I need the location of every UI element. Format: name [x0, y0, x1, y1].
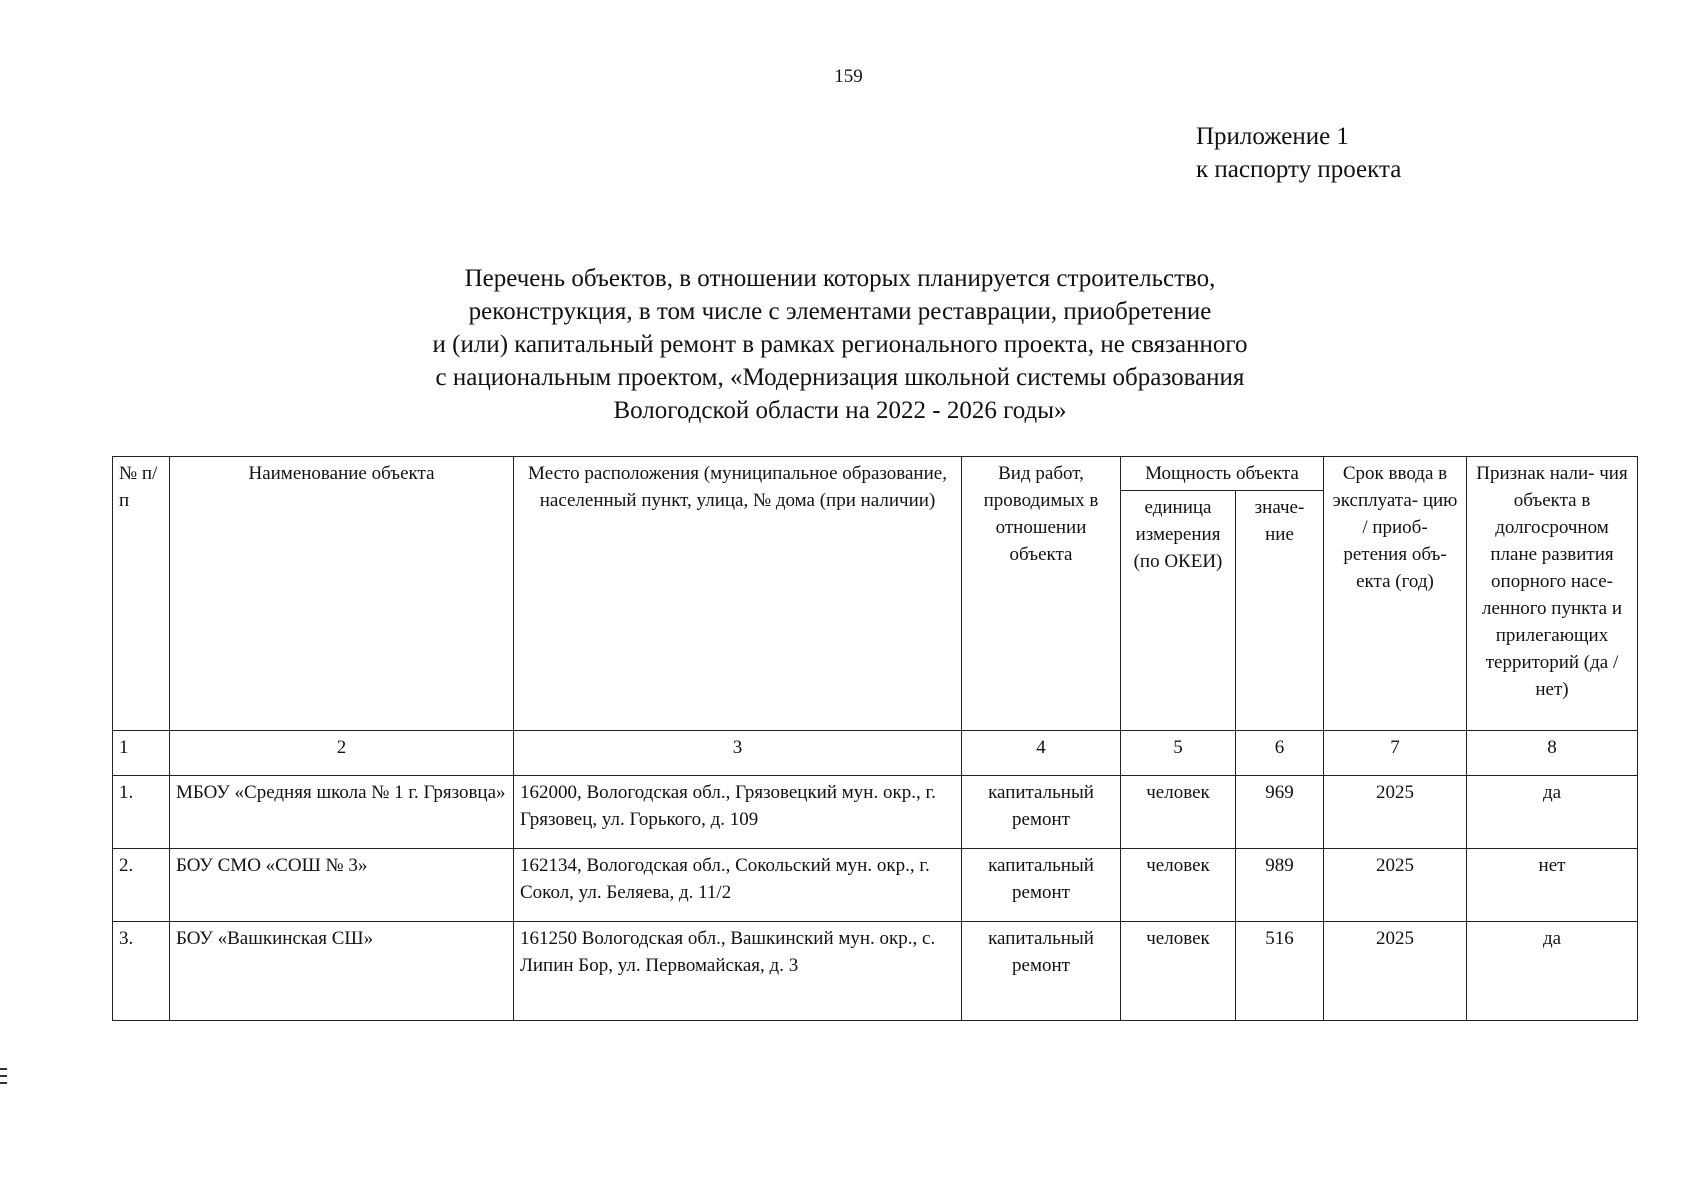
row-location: 162134, Вологодская обл., Сокольский мун. окр., г. Сокол, ул. Беляева, д. 11/2 — [514, 849, 962, 922]
document-title — [340, 262, 1340, 427]
appendix-line-2: к паспорту проекта — [1196, 156, 1402, 183]
row-unit: человек — [1121, 776, 1236, 849]
row-value: 516 — [1236, 922, 1324, 1021]
row-name: БОУ «Вашкинская СШ» — [170, 922, 514, 1021]
row-longterm: да — [1467, 922, 1638, 1021]
title-line-2: реконструкция, в том числе с элементами реставрации, приобретение — [468, 298, 1212, 325]
column-number: 2 — [170, 731, 514, 776]
row-location: 162000, Вологодская обл., Грязовецкий мун. окр., г. Грязовец, ул. Горького, д. 109 — [514, 776, 962, 849]
page-number: 159 — [834, 66, 863, 87]
scan-margin-mark — [0, 1068, 7, 1092]
row-work-type: капитальный ремонт — [962, 922, 1121, 1021]
table-row — [113, 849, 1638, 922]
title-line-3: и (или) капитальный ремонт в рамках регионального проекта, не связанного — [432, 331, 1248, 358]
column-number: 5 — [1121, 731, 1236, 776]
header-work-type: Вид работ, проводимых в отношении объекта — [962, 457, 1121, 731]
column-number: 3 — [514, 731, 962, 776]
header-unit: единица измерения (по ОКЕИ) — [1121, 491, 1236, 731]
table-header-row — [113, 457, 1638, 491]
row-year: 2025 — [1324, 776, 1467, 849]
margin-mark-line — [0, 1082, 7, 1084]
row-work-type: капитальный ремонт — [962, 776, 1121, 849]
header-num: № п/п — [113, 457, 170, 731]
row-unit: человек — [1121, 922, 1236, 1021]
table-row — [113, 776, 1638, 849]
row-year: 2025 — [1324, 922, 1467, 1021]
row-num: 1. — [113, 776, 170, 849]
row-name: БОУ СМО «СОШ № 3» — [170, 849, 514, 922]
column-number: 8 — [1467, 731, 1638, 776]
title-line-5: Вологодской области на 2022 - 2026 годы» — [613, 397, 1067, 424]
row-longterm: нет — [1467, 849, 1638, 922]
row-name: МБОУ «Средняя школа № 1 г. Грязовца» — [170, 776, 514, 849]
header-longterm: Признак нали- чия объекта в долгосрочном плане развития опорного насе- ленного пункта и прилегающих территорий (да / нет) — [1467, 457, 1638, 731]
column-number: 4 — [962, 731, 1121, 776]
row-work-type: капитальный ремонт — [962, 849, 1121, 922]
row-num: 2. — [113, 849, 170, 922]
table-row — [113, 922, 1638, 1021]
row-year: 2025 — [1324, 849, 1467, 922]
header-capacity: Мощность объекта — [1121, 457, 1324, 491]
column-number: 7 — [1324, 731, 1467, 776]
row-num: 3. — [113, 922, 170, 1021]
column-number-row — [113, 731, 1638, 776]
row-unit: человек — [1121, 849, 1236, 922]
appendix-label — [1196, 120, 1401, 186]
row-longterm: да — [1467, 776, 1638, 849]
title-line-1: Перечень объектов, в отношении которых планируется строительство, — [464, 265, 1216, 292]
header-name: Наименование объекта — [170, 457, 514, 731]
row-value: 969 — [1236, 776, 1324, 849]
column-number: 1 — [113, 731, 170, 776]
title-line-4: с национальным проектом, «Модернизация школьной системы образования — [435, 364, 1245, 391]
row-value: 989 — [1236, 849, 1324, 922]
column-number: 6 — [1236, 731, 1324, 776]
appendix-line-1: Приложение 1 — [1196, 123, 1349, 150]
header-commission: Срок ввода в эксплуата- цию / приоб- ретения объ- екта (год) — [1324, 457, 1467, 731]
margin-mark-line — [0, 1068, 7, 1070]
objects-table — [112, 456, 1638, 1021]
margin-mark-line — [0, 1075, 7, 1077]
row-location: 161250 Вологодская обл., Вашкинский мун. окр., с. Липин Бор, ул. Первомайская, д. 3 — [514, 922, 962, 1021]
header-value: значе- ние — [1236, 491, 1324, 731]
header-location: Место расположения (муниципальное образование, населенный пункт, улица, № дома (при наличии) — [514, 457, 962, 731]
